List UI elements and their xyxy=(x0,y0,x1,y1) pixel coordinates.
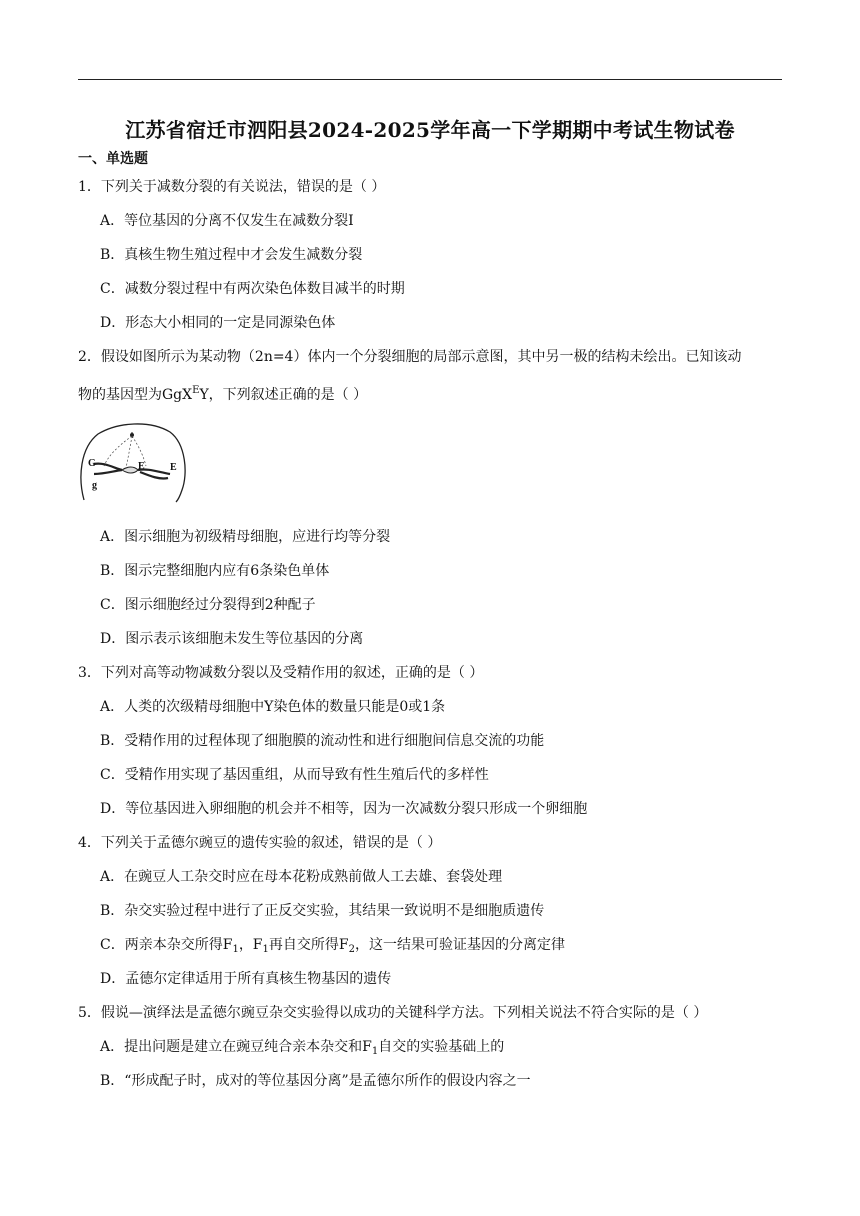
question-4-option-d: D．孟德尔定律适用于所有真核生物基因的遗传 xyxy=(100,971,392,987)
question-2-option-b: B．图示完整细胞内应有6条染色单体 xyxy=(100,563,330,579)
chromosome-g-arm-2 xyxy=(94,470,122,474)
question-2-stem-line-1: 2．假设如图所示为某动物（2n=4）体内一个分裂细胞的局部示意图，其中另一极的结构未绘出。已知该动 xyxy=(78,349,742,365)
question-4-option-a: A．在豌豆人工杂交时应在母本花粉成熟前做人工去雄、套袋处理 xyxy=(100,869,503,885)
gene-label-g-lower: g xyxy=(92,480,97,491)
document-title: 江苏省宿迁市泗阳县2024-2025学年高一下学期期中考试生物试卷 xyxy=(125,118,735,142)
question-1-stem: 1．下列关于减数分裂的有关说法，错误的是（ ） xyxy=(78,179,386,195)
spindle-fiber xyxy=(104,436,132,466)
question-3-option-a: A．人类的次级精母细胞中Y染色体的数量只能是0或1条 xyxy=(100,699,446,715)
question-3-stem: 3．下列对高等动物减数分裂以及受精作用的叙述，正确的是（ ） xyxy=(78,665,484,681)
question-2-stem-line-2: 物的基因型为GgX$^E$Y，下列叙述正确的是（ ） xyxy=(78,385,368,403)
question-5-stem: 5．假说—演绎法是孟德尔豌豆杂交实验得以成功的关键科学方法。下列相关说法不符合实际的是（ ） xyxy=(78,1005,708,1021)
chromosome-g-centromere xyxy=(122,467,138,473)
question-2-option-a: A．图示细胞为初级精母细胞，应进行均等分裂 xyxy=(100,529,391,545)
question-3-option-d: D．等位基因进入卵细胞的机会并不相等，因为一次减数分裂只形成一个卵细胞 xyxy=(100,801,588,817)
question-5-option-a: A．提出问题是建立在豌豆纯合亲本杂交和$F_1$自交的实验基础上的 xyxy=(100,1039,505,1057)
spindle-fiber xyxy=(126,436,132,468)
gene-label-e-right: E xyxy=(170,462,177,473)
question-2-option-c: C．图示细胞经过分裂得到2种配子 xyxy=(100,597,316,613)
chromosome-g-arm-1 xyxy=(94,464,122,470)
gene-label-e-left: E xyxy=(138,461,145,472)
question-4-stem: 4．下列关于孟德尔豌豆的遗传实验的叙述，错误的是（ ） xyxy=(78,835,442,851)
question-1-option-d: D．形态大小相同的一定是同源染色体 xyxy=(100,315,336,331)
question-1-option-c: C．减数分裂过程中有两次染色体数目减半的时期 xyxy=(100,281,405,297)
question-4-option-b: B．杂交实验过程中进行了正反交实验，其结果一致说明不是细胞质遗传 xyxy=(100,903,545,919)
gene-label-g-upper: G xyxy=(88,458,96,469)
question-3-option-b: B．受精作用的过程体现了细胞膜的流动性和进行细胞间信息交流的功能 xyxy=(100,733,545,749)
header-rule xyxy=(78,79,782,80)
question-4-option-c: C．两亲本杂交所得$F_1$，$F_1$再自交所得$F_2$，这一结果可验证基因的分离定律 xyxy=(100,937,565,955)
question-5-option-b: B．“形成配子时，成对的等位基因分离”是孟德尔所作的假设内容之一 xyxy=(100,1073,531,1089)
section-heading: 一、单选题 xyxy=(78,151,148,167)
cell-division-diagram xyxy=(78,418,188,504)
question-3-option-c: C．受精作用实现了基因重组，从而导致有性生殖后代的多样性 xyxy=(100,767,489,783)
question-2-option-d: D．图示表示该细胞未发生等位基因的分离 xyxy=(100,631,364,647)
question-1-option-b: B．真核生物生殖过程中才会发生减数分裂 xyxy=(100,247,363,263)
question-1-option-a: A．等位基因的分离不仅发生在减数分裂Ⅰ xyxy=(100,213,354,229)
